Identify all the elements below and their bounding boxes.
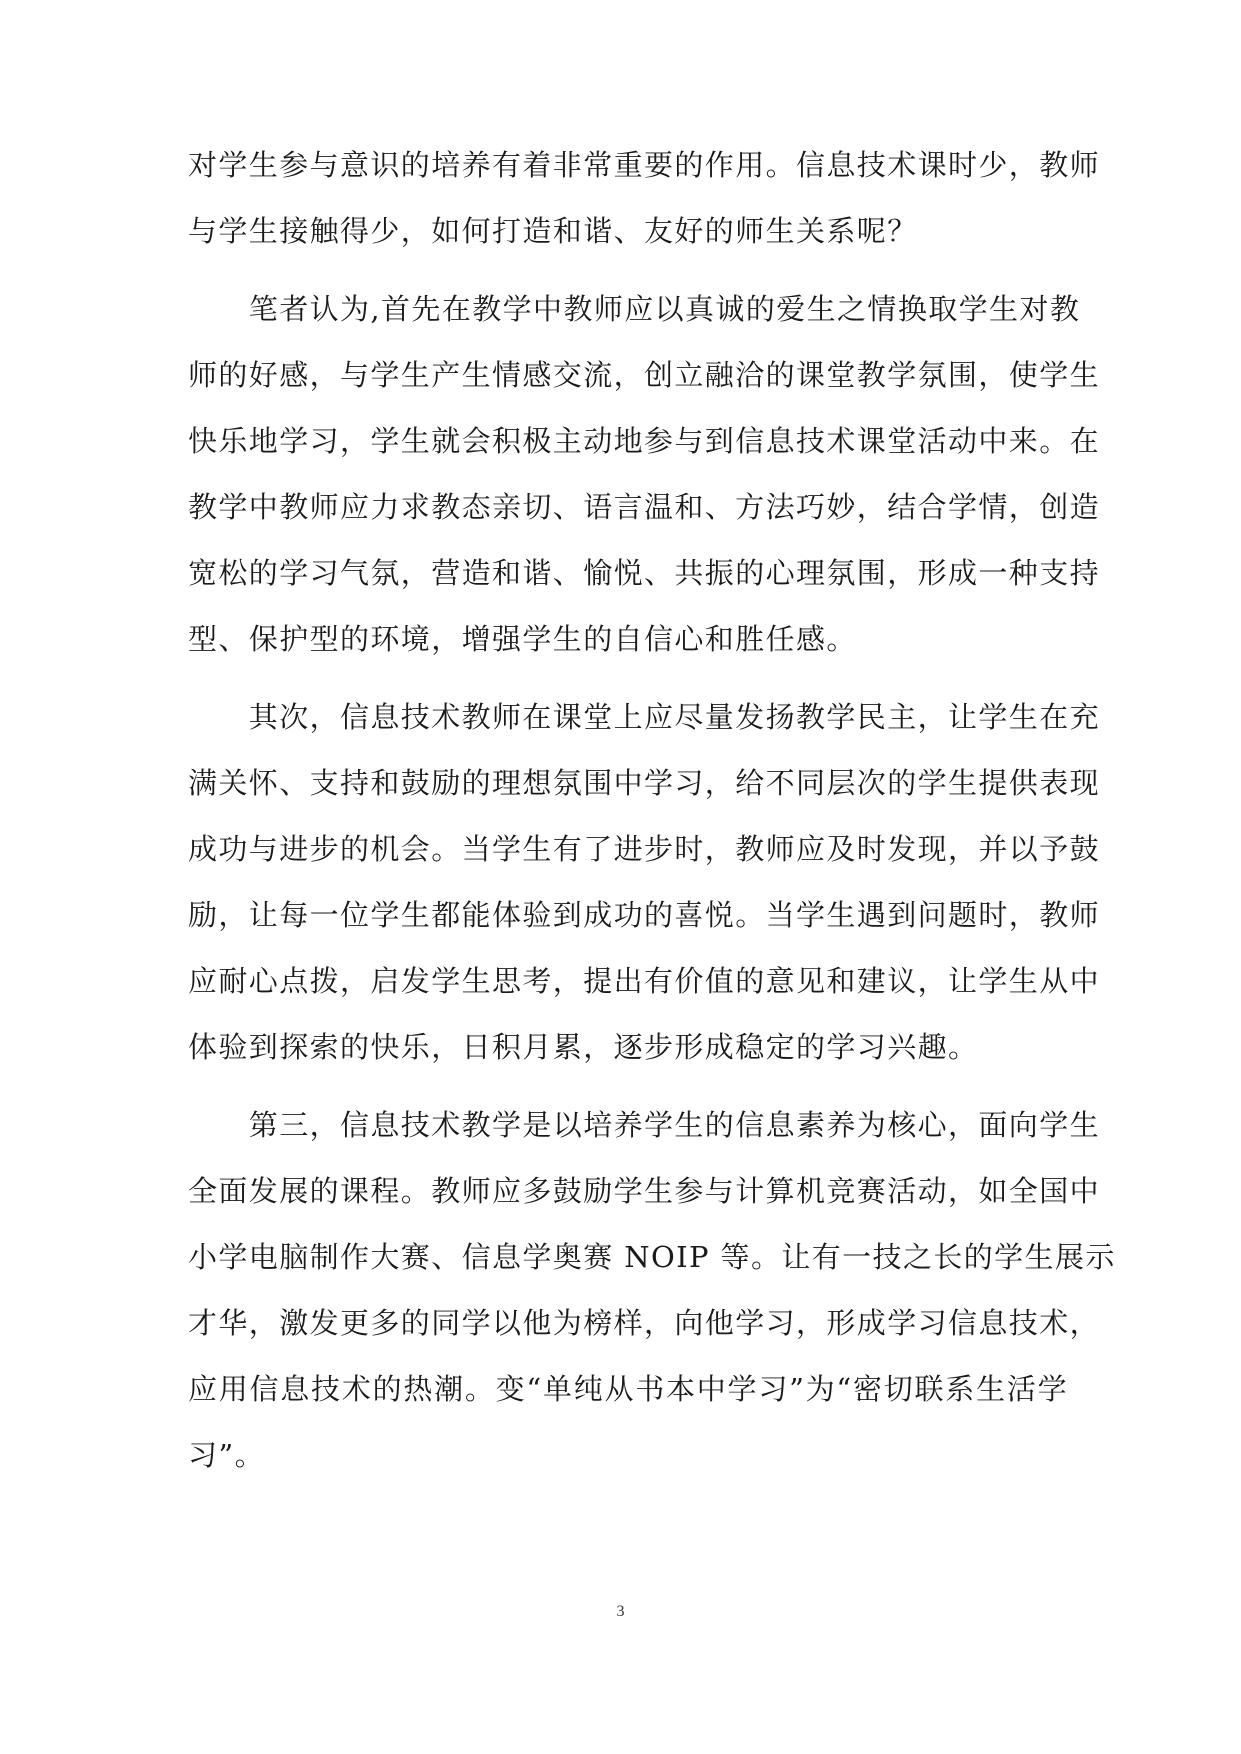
paragraph-2-line-1: 笔者认为,首先在教学中教师应以真诚的爱生之情换取学生对教 <box>188 292 1081 326</box>
paragraph-3-line-5: 应耐心点拨，启发学生思考，提出有价值的意见和建议，让学生从中 <box>188 964 1101 998</box>
paragraph-1-line-2: 与学生接触得少，如何打造和谐、友好的师生关系呢？ <box>188 214 918 248</box>
paragraph-1-line-1: 对学生参与意识的培养有着非常重要的作用。信息技术课时少，教师 <box>188 148 1101 182</box>
paragraph-2-line-6: 型、保护型的环境，增强学生的自信心和胜任感。 <box>188 622 857 656</box>
paragraph-3-line-3: 成功与进步的机会。当学生有了进步时，教师应及时发现，并以予鼓 <box>188 832 1101 866</box>
paragraph-2-line-3: 快乐地学习，学生就会积极主动地参与到信息技术课堂活动中来。在 <box>188 424 1101 458</box>
paragraph-2-line-2: 师的好感，与学生产生情感交流，创立融洽的课堂教学氛围，使学生 <box>188 358 1101 392</box>
paragraph-3-line-1: 其次，信息技术教师在课堂上应尽量发扬教学民主，让学生在充 <box>188 700 1101 734</box>
page-number: 3 <box>616 1603 625 1620</box>
paragraph-4-line-6: 习”。 <box>188 1438 266 1472</box>
paragraph-3-line-2: 满关怀、支持和鼓励的理想氛围中学习，给不同层次的学生提供表现 <box>188 766 1101 800</box>
paragraph-2-line-5: 宽松的学习气氛，营造和谐、愉悦、共振的心理氛围，形成一种支持 <box>188 556 1101 590</box>
paragraph-3-line-4: 励，让每一位学生都能体验到成功的喜悦。当学生遇到问题时，教师 <box>188 898 1101 932</box>
paragraph-4-line-2: 全面发展的课程。教师应多鼓励学生参与计算机竞赛活动，如全国中 <box>188 1174 1101 1208</box>
paragraph-4-line-5: 应用信息技术的热潮。变“单纯从书本中学习”为“密切联系生活学 <box>188 1372 1068 1406</box>
paragraph-4-line-3: 小学电脑制作大赛、信息学奥赛 NOIP 等。让有一技之长的学生展示 <box>188 1240 1116 1274</box>
paragraph-4-line-4: 才华，激发更多的同学以他为榜样，向他学习，形成学习信息技术， <box>188 1306 1101 1340</box>
paragraph-2-line-4: 教学中教师应力求教态亲切、语言温和、方法巧妙，结合学情，创造 <box>188 490 1101 524</box>
paragraph-4-line-1: 第三，信息技术教学是以培养学生的信息素养为核心，面向学生 <box>188 1108 1101 1142</box>
paragraph-3-line-6: 体验到探索的快乐，日积月累，逐步形成稳定的学习兴趣。 <box>188 1030 979 1064</box>
